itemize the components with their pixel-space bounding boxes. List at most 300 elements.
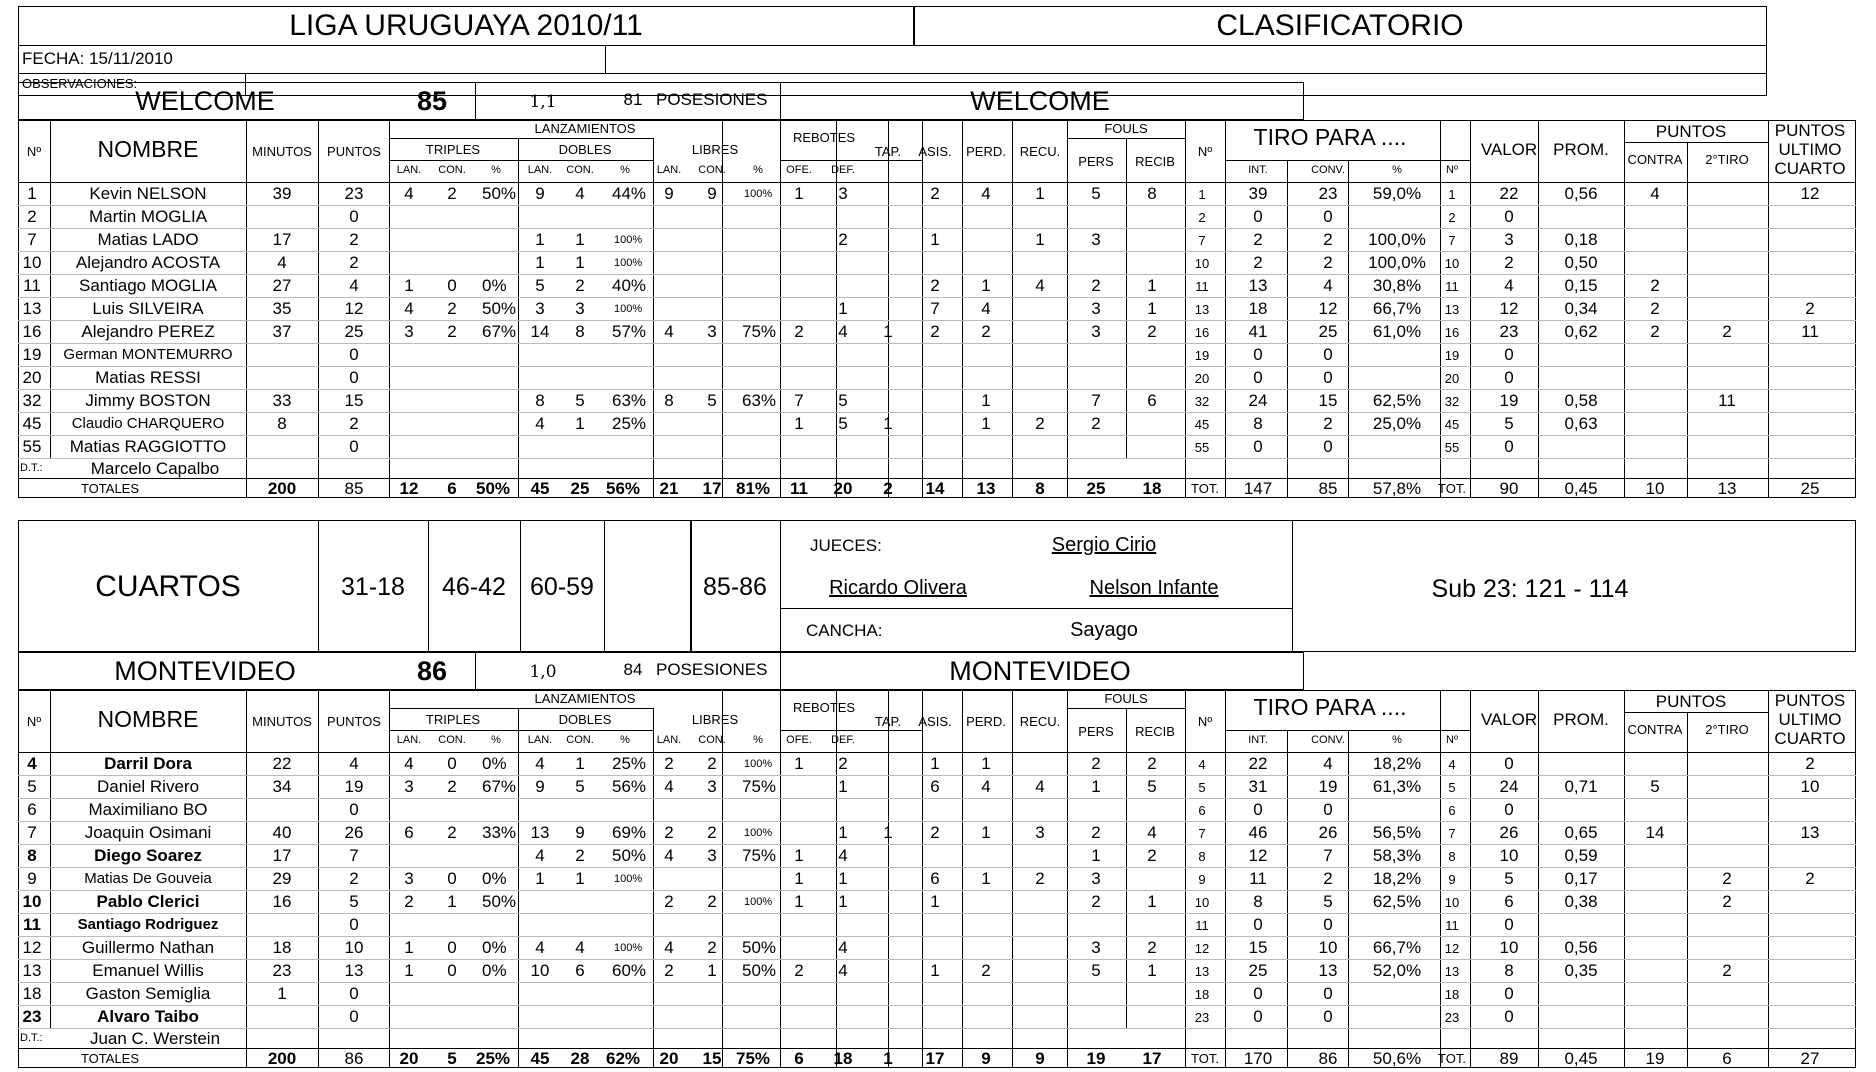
cell-ti: 0 (1253, 207, 1263, 226)
cell-de: 1 (838, 823, 848, 842)
cell-pts: 4 (349, 754, 359, 773)
col-sub-lan: LAN. (527, 164, 553, 176)
cell-dc: 9 (575, 823, 585, 842)
cell-tap: 1 (883, 322, 893, 341)
cell-name: Alvaro Taibo (97, 1007, 199, 1026)
cell-fr: 1 (1147, 961, 1157, 980)
cell-name: Alejandro PEREZ (81, 322, 215, 341)
cell-co: 2 (1650, 276, 1660, 295)
cell-min: 1 (277, 984, 287, 1003)
cell-tcv: 0 (1323, 984, 1333, 1003)
col-sub-pct: % (620, 164, 630, 176)
cell-name: Kevin NELSON (89, 184, 207, 203)
cell-lp: 75% (742, 322, 777, 341)
cell-n: 32 (22, 391, 42, 410)
cell-tpc: 52,0% (1372, 961, 1422, 980)
cell-pts: 0 (349, 984, 359, 1003)
cell-tpc: 66,7% (1372, 938, 1422, 957)
cell-co: 5 (1650, 777, 1660, 796)
cell-st: 2 (1722, 892, 1732, 911)
cell-fr: 1 (1147, 892, 1157, 911)
cell-fp: 3 (1091, 230, 1101, 249)
cell-fp: 3 (1091, 938, 1101, 957)
cell-ti: 0 (1253, 1007, 1263, 1026)
cell-fp: 1 (1091, 846, 1101, 865)
cell-va: 10 (1499, 938, 1519, 957)
cell-dp: 40% (612, 276, 647, 295)
total-tap: 1 (883, 1049, 893, 1068)
cell-fp: 2 (1091, 892, 1101, 911)
cell-tp: 0% (482, 276, 507, 295)
cell-va: 0 (1504, 1007, 1514, 1026)
total-min: 200 (267, 479, 297, 498)
cell-tap: 1 (883, 414, 893, 433)
total-tap: 2 (883, 479, 893, 498)
cell-fp: 2 (1091, 414, 1101, 433)
cell-co: 2 (1650, 299, 1660, 318)
match-date: FECHA: 15/11/2010 (22, 49, 173, 68)
cell-n: 10 (22, 892, 42, 911)
cell-fp: 2 (1091, 823, 1101, 842)
cell-pts: 12 (344, 299, 364, 318)
cell-ti: 18 (1248, 299, 1268, 318)
cell-co: 14 (1645, 823, 1665, 842)
cell-pr: 0,15 (1564, 276, 1598, 295)
cell-min: 8 (277, 414, 287, 433)
cell-tpc: 66,7% (1372, 299, 1422, 318)
cell-fr: 2 (1147, 938, 1157, 957)
cell-name: Jimmy BOSTON (85, 391, 211, 410)
cell-pr: 0,56 (1564, 184, 1598, 203)
cell-dc: 3 (575, 299, 585, 318)
cell-re: 4 (1035, 777, 1045, 796)
cell-ll: 9 (664, 184, 674, 203)
cell-tc: 2 (447, 823, 457, 842)
cell-va: 6 (1504, 892, 1514, 911)
total-tpc: 50,6% (1372, 1049, 1422, 1068)
col-segundo-tiro: 2°TIRO (1705, 152, 1749, 167)
cell-fp: 3 (1091, 299, 1101, 318)
col-conv: CONV. (1311, 734, 1345, 746)
cell-fr: 2 (1147, 754, 1157, 773)
total-st: 6 (1722, 1049, 1732, 1068)
cell-re: 4 (1035, 276, 1045, 295)
cell-fp: 7 (1091, 391, 1101, 410)
col-sub-con: CON. (438, 164, 466, 176)
col-recib: RECIB (1135, 724, 1175, 739)
cell-n: 8 (27, 846, 37, 865)
col-ultimo-3: CUARTO (1774, 729, 1846, 748)
cell-of: 7 (794, 391, 804, 410)
cell-de: 1 (838, 869, 848, 888)
cell-n2: 32 (1194, 394, 1210, 409)
col-num: Nº (26, 144, 42, 159)
cell-tcv: 23 (1318, 184, 1338, 203)
cell-ll: 4 (664, 322, 674, 341)
player-row (18, 366, 1856, 389)
total-ti: 170 (1243, 1049, 1273, 1068)
cell-pts: 4 (349, 276, 359, 295)
col-fouls: FOULS (1104, 121, 1148, 136)
cell-re: 3 (1035, 823, 1045, 842)
cell-lp: 75% (742, 777, 777, 796)
cell-pr: 0,59 (1564, 846, 1598, 865)
cell-name: Luis SILVEIRA (92, 299, 204, 318)
cell-de: 4 (838, 961, 848, 980)
cell-ll: 2 (664, 961, 674, 980)
col-pct2: % (1392, 734, 1402, 746)
cell-de: 4 (838, 322, 848, 341)
cell-va: 0 (1504, 345, 1514, 364)
cell-min: 18 (272, 938, 292, 957)
cell-tcv: 10 (1318, 938, 1338, 957)
cell-co: 4 (1650, 184, 1660, 203)
cell-va: 10 (1499, 846, 1519, 865)
cell-tcv: 26 (1318, 823, 1338, 842)
cell-fp: 2 (1091, 754, 1101, 773)
cell-tcv: 2 (1323, 253, 1333, 272)
posesiones-label: POSESIONES (656, 660, 768, 679)
cancha-label: CANCHA: (806, 621, 883, 640)
cell-min: 23 (272, 961, 292, 980)
cell-pe: 1 (981, 754, 991, 773)
cell-dp: 25% (612, 754, 647, 773)
cell-pts: 7 (349, 846, 359, 865)
cell-min: 35 (272, 299, 292, 318)
total-uc: 25 (1800, 479, 1820, 498)
player-row (18, 913, 1856, 936)
cell-tcv: 0 (1323, 915, 1333, 934)
cell-lc: 1 (707, 961, 717, 980)
cell-n2: 10 (1194, 256, 1210, 271)
cell-pr: 0,17 (1564, 869, 1598, 888)
cell-tpc: 61,3% (1372, 777, 1422, 796)
cell-n2: 11 (1195, 279, 1209, 294)
sub23-score: Sub 23: 121 - 114 (1431, 575, 1629, 603)
total-tcv: 86 (1318, 1049, 1338, 1068)
col-triples: TRIPLES (425, 142, 481, 157)
cell-dc: 2 (575, 846, 585, 865)
cell-ti: 2 (1253, 230, 1263, 249)
cell-dl: 1 (535, 869, 545, 888)
cuartos-label: CUARTOS (95, 570, 241, 603)
cell-tcv: 2 (1323, 230, 1333, 249)
cell-tcv: 7 (1323, 846, 1333, 865)
col-num2: Nº (1197, 714, 1213, 729)
cell-pts: 19 (344, 777, 364, 796)
cell-n3: 11 (1445, 918, 1459, 933)
cell-ll: 4 (664, 938, 674, 957)
cell-tp: 50% (482, 299, 517, 318)
player-row (18, 343, 1856, 366)
cell-pts: 0 (349, 915, 359, 934)
cell-lc: 2 (707, 938, 717, 957)
cell-pr: 0,50 (1564, 253, 1598, 272)
total-dp: 62% (606, 1049, 641, 1068)
col-int: INT. (1248, 734, 1268, 746)
cell-dl: 9 (535, 777, 545, 796)
col-prom: PROM. (1553, 140, 1609, 159)
cell-tc: 2 (447, 299, 457, 318)
cell-pts: 13 (344, 961, 364, 980)
total-dl: 45 (530, 479, 550, 498)
cell-lc: 5 (707, 391, 717, 410)
cell-lp: 50% (742, 961, 777, 980)
cell-pts: 15 (344, 391, 364, 410)
tot-label-2: TOT. (1438, 481, 1466, 496)
cell-pts: 0 (349, 1007, 359, 1026)
total-pe: 13 (976, 479, 996, 498)
cell-dp: 63% (612, 391, 647, 410)
player-row (18, 982, 1856, 1005)
cell-dp: 100% (614, 303, 643, 315)
col-tiro-para: TIRO PARA .... (1253, 124, 1407, 150)
cell-re: 2 (1035, 869, 1045, 888)
cell-n2: 13 (1194, 302, 1210, 317)
cell-uc: 13 (1800, 823, 1820, 842)
cell-n: 11 (23, 915, 41, 934)
col-sub-pct: % (491, 164, 501, 176)
cell-as: 7 (930, 299, 940, 318)
cell-de: 1 (838, 777, 848, 796)
cancha-value: Sayago (1070, 619, 1138, 641)
team-name-right: WELCOME (970, 86, 1110, 116)
cell-dl: 4 (535, 754, 545, 773)
cell-fp: 5 (1091, 961, 1101, 980)
cell-pr: 0,38 (1564, 892, 1598, 911)
cell-tcv: 25 (1318, 322, 1338, 341)
cell-ll: 4 (664, 777, 674, 796)
cell-pts: 0 (349, 207, 359, 226)
col-num3: Nº (1446, 164, 1458, 176)
cell-min: 4 (277, 253, 287, 272)
cell-st: 11 (1718, 391, 1736, 410)
col-sub-lan: LAN. (396, 734, 422, 746)
cell-tap: 1 (883, 823, 893, 842)
cell-pr: 0,18 (1564, 230, 1598, 249)
cell-dc: 1 (575, 253, 585, 272)
total-as: 14 (925, 479, 945, 498)
cell-tpc: 30,8% (1372, 276, 1422, 295)
total-fr: 17 (1142, 1049, 1162, 1068)
quarter-score: 85-86 (703, 573, 767, 601)
cell-name: German MONTEMURRO (63, 346, 233, 363)
total-tl: 20 (399, 1049, 419, 1068)
col-lanzamientos: LANZAMIENTOS (534, 691, 636, 706)
cell-n3: 7 (1448, 826, 1456, 841)
cell-tpc: 56,5% (1372, 823, 1422, 842)
cell-tc: 2 (447, 184, 457, 203)
cell-n3: 9 (1448, 872, 1456, 887)
cell-n2: 12 (1194, 941, 1210, 956)
col-num2: Nº (1197, 144, 1213, 159)
cell-name: Joaquin Osimani (84, 823, 212, 842)
cell-name: Pablo Clerici (96, 892, 200, 911)
cell-dp: 60% (612, 961, 647, 980)
col-sub-con: CON. (438, 734, 466, 746)
cell-tpc: 18,2% (1372, 754, 1422, 773)
col-sub-pct: % (620, 734, 630, 746)
cell-as: 1 (930, 892, 940, 911)
total-dc: 28 (570, 1049, 590, 1068)
cell-dl: 4 (535, 414, 545, 433)
totals-label: TOTALES (80, 481, 140, 496)
cell-min: 17 (272, 846, 292, 865)
cell-dl: 9 (535, 184, 545, 203)
cell-of: 2 (794, 322, 804, 341)
cell-pr: 0,34 (1564, 299, 1598, 318)
player-row (18, 205, 1856, 228)
cell-va: 5 (1504, 869, 1514, 888)
col-def: DEF. (831, 164, 855, 176)
cell-pts: 2 (349, 869, 359, 888)
cell-dl: 5 (535, 276, 545, 295)
posesiones-label: POSESIONES (656, 90, 768, 109)
cell-lc: 3 (707, 322, 717, 341)
team-name-right: MONTEVIDEO (949, 656, 1131, 686)
cell-tp: 33% (482, 823, 517, 842)
cell-n3: 45 (1444, 417, 1460, 432)
ratio-value: 1,0 (529, 662, 557, 682)
col-lanzamientos: LANZAMIENTOS (534, 121, 636, 136)
cell-de: 5 (838, 414, 848, 433)
cell-dp: 100% (614, 234, 643, 246)
cell-n2: 45 (1194, 417, 1210, 432)
cell-tpc: 59,0% (1372, 184, 1422, 203)
total-fr: 18 (1142, 479, 1162, 498)
cell-as: 6 (930, 869, 940, 888)
cell-n3: 4 (1448, 757, 1456, 772)
cell-tp: 67% (482, 322, 517, 341)
total-pr: 0,45 (1564, 479, 1598, 498)
col-valor: VALOR (1480, 710, 1538, 729)
cell-tcv: 2 (1323, 414, 1333, 433)
cell-ti: 8 (1253, 414, 1263, 433)
total-va: 90 (1499, 479, 1519, 498)
posesiones-value: 81 (623, 90, 643, 109)
col-conv: CONV. (1311, 164, 1345, 176)
cell-lp: 50% (742, 938, 777, 957)
cell-tl: 3 (404, 869, 414, 888)
cell-n2: 7 (1198, 233, 1206, 248)
cell-va: 3 (1504, 230, 1514, 249)
cell-ti: 8 (1253, 892, 1263, 911)
cell-tcv: 12 (1318, 299, 1338, 318)
cell-pe: 1 (981, 869, 991, 888)
cell-fr: 2 (1147, 846, 1157, 865)
col-valor: VALOR (1480, 140, 1538, 159)
col-sub-con: CON. (698, 164, 726, 176)
cell-va: 26 (1499, 823, 1519, 842)
cell-pr: 0,71 (1564, 777, 1598, 796)
cell-n: 4 (27, 754, 37, 773)
cell-dp: 69% (612, 823, 647, 842)
cell-tcv: 0 (1323, 345, 1333, 364)
col-contra: CONTRA (1627, 722, 1683, 737)
cell-n3: 11 (1445, 279, 1459, 294)
cell-dl: 4 (535, 938, 545, 957)
cell-n: 5 (27, 777, 37, 796)
player-row (18, 798, 1856, 821)
cell-n2: 11 (1195, 918, 1209, 933)
cell-tpc: 25,0% (1372, 414, 1422, 433)
cell-fr: 4 (1147, 823, 1157, 842)
cell-of: 1 (794, 846, 804, 865)
cell-pts: 2 (349, 414, 359, 433)
cell-n3: 6 (1448, 803, 1456, 818)
cell-n: 18 (22, 984, 42, 1003)
cell-fp: 3 (1091, 869, 1101, 888)
cell-de: 3 (838, 184, 848, 203)
col-contra: CONTRA (1627, 152, 1683, 167)
total-dp: 56% (606, 479, 641, 498)
cell-de: 2 (838, 230, 848, 249)
cell-uc: 11 (1801, 322, 1819, 341)
cell-tcv: 19 (1318, 777, 1338, 796)
cell-lp: 100% (744, 758, 773, 770)
total-as: 17 (925, 1049, 945, 1068)
cell-n: 19 (22, 345, 42, 364)
cell-min: 34 (272, 777, 292, 796)
cell-fp: 1 (1091, 777, 1101, 796)
col-rebotes: REBOTES (792, 700, 856, 715)
cell-st: 2 (1722, 869, 1732, 888)
cell-name: Alejandro ACOSTA (75, 253, 221, 272)
cell-fr: 6 (1147, 391, 1157, 410)
cell-fr: 5 (1147, 777, 1157, 796)
cell-dc: 5 (575, 391, 585, 410)
cell-n3: 55 (1444, 440, 1460, 455)
cell-tcv: 5 (1323, 892, 1333, 911)
cell-as: 1 (930, 961, 940, 980)
cell-min: 22 (272, 754, 292, 773)
cell-of: 2 (794, 961, 804, 980)
col-sub-lan: LAN. (656, 164, 682, 176)
coach-name: Juan C. Werstein (89, 1029, 221, 1048)
cell-n3: 32 (1444, 394, 1460, 409)
cell-dp: 44% (612, 184, 647, 203)
cell-dp: 56% (612, 777, 647, 796)
col-segundo-tiro: 2°TIRO (1705, 722, 1749, 737)
cell-n: 11 (23, 276, 41, 295)
cell-pe: 2 (981, 322, 991, 341)
cell-pts: 0 (349, 437, 359, 456)
cell-name: Guillermo Nathan (81, 938, 215, 957)
cell-re: 1 (1035, 230, 1045, 249)
cell-ti: 46 (1248, 823, 1268, 842)
cell-re: 2 (1035, 414, 1045, 433)
cell-as: 2 (930, 823, 940, 842)
cell-n: 20 (22, 368, 42, 387)
cell-tc: 0 (447, 869, 457, 888)
phase-title: CLASIFICATORIO (1216, 9, 1464, 42)
cell-pr: 0,58 (1564, 391, 1598, 410)
cell-as: 2 (930, 184, 940, 203)
cell-tp: 0% (482, 754, 507, 773)
col-rebotes: REBOTES (792, 130, 856, 145)
col-nombre: NOMBRE (97, 136, 199, 162)
quarter-score: 31-18 (341, 573, 405, 601)
cell-n2: 16 (1194, 325, 1210, 340)
cell-n2: 4 (1198, 757, 1206, 772)
cell-dl: 14 (530, 322, 550, 341)
cell-pts: 5 (349, 892, 359, 911)
cell-dl: 8 (535, 391, 545, 410)
cell-pts: 0 (349, 800, 359, 819)
cell-lp: 63% (742, 391, 777, 410)
cell-de: 4 (838, 846, 848, 865)
observations-label: OBSERVACIONES: (22, 76, 138, 91)
